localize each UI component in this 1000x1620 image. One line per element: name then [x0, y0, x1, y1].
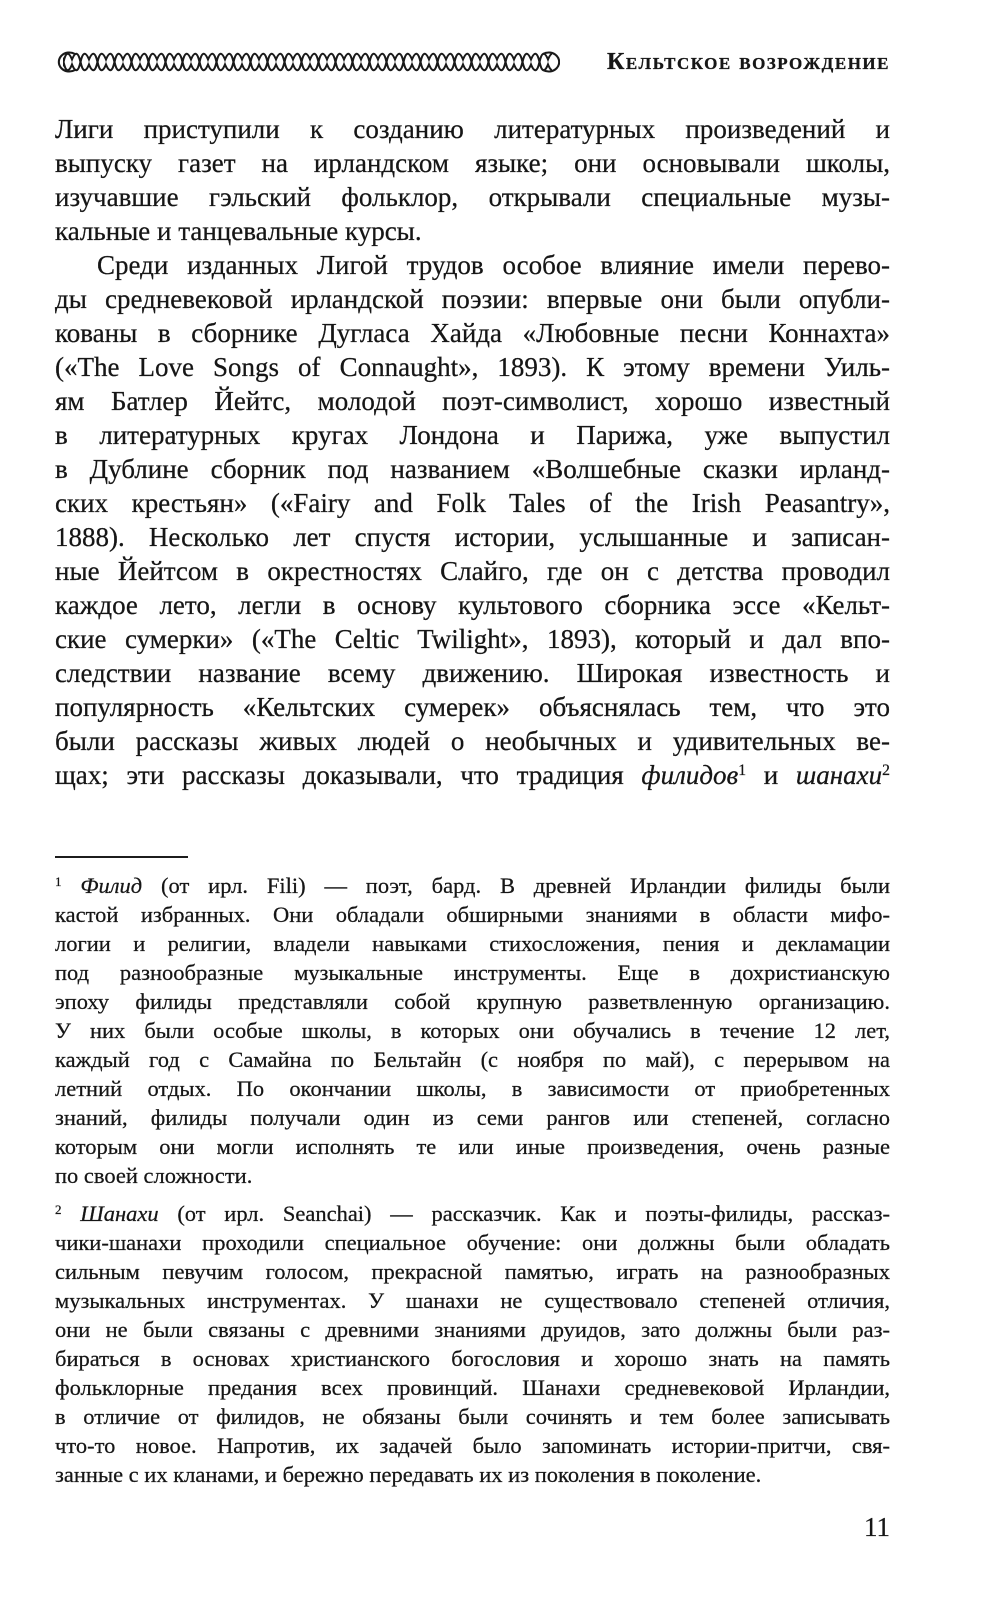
text-line: логии и религии, владели навыками стихосложения, пения и декламации [55, 931, 890, 956]
text-line: («The Love Songs of Connaught», 1893). К этому времени Уиль- [55, 352, 890, 382]
page-number: 11 [864, 1512, 890, 1542]
text-line: Лиги приступили к созданию литературных произведений и [55, 114, 890, 144]
text-line: ям Батлер Йейтс, молодой поэт-символист, хорошо известный [55, 386, 890, 416]
text-line: что-то новое. Напротив, их задачей было запоминать истории-притчи, свя- [55, 1433, 890, 1458]
text-line: кованы в сборнике Дугласа Хайда «Любовные песни Коннахта» [55, 318, 890, 348]
text-line: которым они могли исполнять те или иные произведения, очень разные [55, 1134, 890, 1159]
text-line: следствии название всему движению. Широкая известность и [55, 658, 890, 688]
text-line: в Дублине сборник под названием «Волшебные сказки ирланд- [55, 454, 890, 484]
text-line: в литературных кругах Лондона и Парижа, уже выпустил [55, 420, 890, 450]
text-line: знаний, филиды получали один из семи рангов или степеней, согласно [55, 1105, 890, 1130]
text-line: выпуску газет на ирландском языке; они основывали школы, [55, 148, 890, 178]
running-head-title: Кельтское возрождение [607, 48, 890, 75]
paragraph [55, 112, 890, 248]
text-line: кастой избранных. Они обладали обширными знаниями в области мифо- [55, 902, 890, 927]
main-text [55, 112, 890, 792]
text-line: каждый год с Самайна по Бельтайн (с ноября по май), с перерывом на [55, 1047, 890, 1072]
page-header [55, 44, 890, 80]
footnote [55, 871, 890, 1190]
text-line: они не были связаны с древними знаниями друидов, зато должны были раз- [55, 1317, 890, 1342]
text-line: изучавшие гэльский фольклор, открывали специальные музы- [55, 182, 890, 212]
text-line: музыкальных инструментах. У шанахи не существовало степеней отличия, [55, 1288, 890, 1313]
text-line: 1888). Несколько лет спустя истории, услышанные и записан- [55, 522, 890, 552]
text-line: сильным певучим голосом, прекрасной памятью, играть на разнообразных [55, 1259, 890, 1284]
text-line: под разнообразные музыкальные инструменты. Еще в дохристианскую [55, 960, 890, 985]
text-line: У них были особые школы, в которых они обучались в течение 12 лет, [55, 1018, 890, 1043]
text-line: бираться в основах христианского богословия и хорошо знать на память [55, 1346, 890, 1371]
text-line: щах; эти рассказы доказывали, что традиция филидов$^1$ и шанахи$^2$ [55, 760, 890, 790]
text-line: кальные и танцевальные курсы. [55, 216, 422, 246]
text-line: летний отдых. По окончании школы, в зависимости от приобретенных [55, 1076, 890, 1101]
text-line: эпоху филиды представляли собой крупную разветвленную организацию. [55, 989, 890, 1014]
text-line: по своей сложности. [55, 1163, 253, 1188]
text-line: каждое лето, легли в основу культового сборника эссе «Кельт- [55, 590, 890, 620]
footnotes-section [55, 871, 890, 1489]
text-line: были рассказы живых людей о необычных и удивительных ве- [55, 726, 890, 756]
chain-ornament-icon [55, 49, 560, 75]
footnote-separator [55, 856, 188, 858]
text-line: ских крестьян» («Fairy and Folk Tales of the Irish Peasantry», [55, 488, 890, 518]
text-line: популярность «Кельтских сумерек» объяснялась тем, что это [55, 692, 890, 722]
text-line: в отличие от филидов, не обязаны были сочинять и тем более записывать [55, 1404, 890, 1429]
text-line: чики-шанахи проходили специальное обучение: они должны были обладать [55, 1230, 890, 1255]
text-line: занные с их кланами, и бережно передавать их из поколения в поколение. [55, 1462, 762, 1487]
text-line: $^2$ Шанахи (от ирл. Seanchai) — рассказчик. Как и поэты-филиды, рассказ- [55, 1201, 890, 1226]
text-line: Среди изданных Лигой трудов особое влияние имели перево- [97, 250, 890, 280]
footnote [55, 1199, 890, 1489]
text-line: $^1$ Филид (от ирл. Fili) — поэт, бард. В древней Ирландии филиды были [55, 873, 891, 898]
text-line: ды средневековой ирландской поэзии: впервые они были опубли- [55, 284, 890, 314]
text-line: ские сумерки» («The Celtic Twilight», 1893), который и дал впо- [55, 624, 890, 654]
paragraph [55, 248, 890, 792]
text-line: ные Йейтсом в окрестностях Слайго, где он с детства проводил [55, 556, 890, 586]
text-line: фольклорные предания всех провинций. Шанахи средневековой Ирландии, [55, 1375, 890, 1400]
